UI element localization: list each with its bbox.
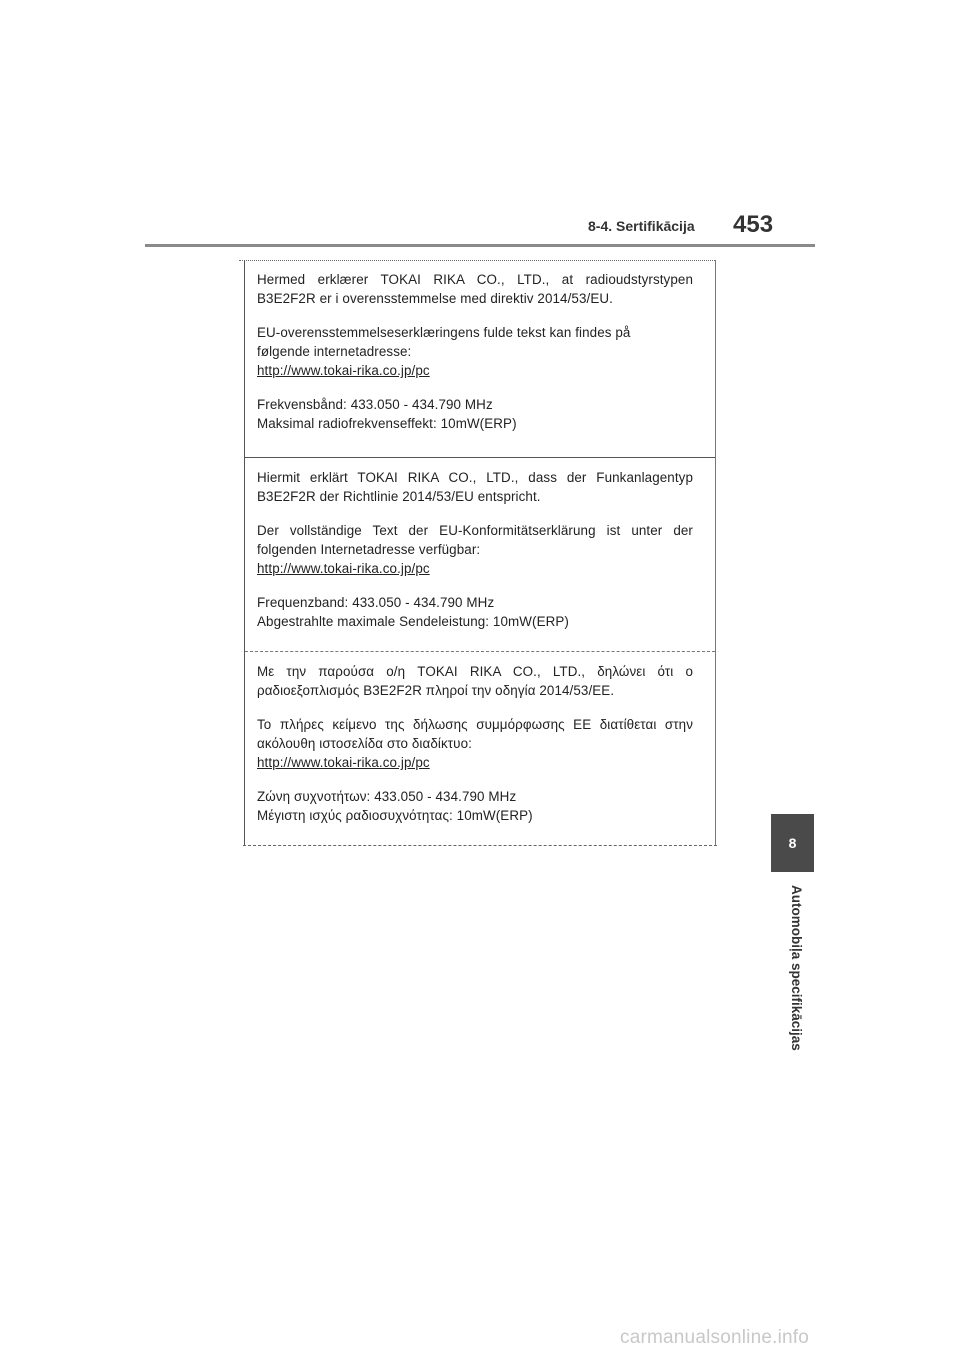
watermark: carmanualsonline.info bbox=[620, 1327, 810, 1348]
declaration-link[interactable]: http://www.tokai-rika.co.jp/pc bbox=[257, 363, 430, 378]
declaration-link[interactable]: http://www.tokai-rika.co.jp/pc bbox=[257, 755, 430, 770]
declaration-line: EU-overensstemmelseserklæringens fulde tekst kan findes på bbox=[257, 325, 631, 340]
header-divider bbox=[145, 244, 815, 247]
max-power: Abgestrahlte maximale Sendeleistung: 10mW(ERP) bbox=[257, 614, 569, 629]
declaration-line: følgende internetadresse: bbox=[257, 344, 412, 359]
declaration-line: B3E2F2R er i overensstemmelse med direktiv 2014/53/EU. bbox=[257, 291, 613, 306]
frequency-band: Ζώνη συχνοτήτων: 433.050 - 434.790 MHz bbox=[257, 789, 517, 804]
declaration-german bbox=[245, 457, 715, 661]
declaration-line: Με την παρούσα ο/η TOKAI RIKA CO., LTD., δηλώνει ότι ο bbox=[257, 664, 693, 679]
frequency-band: Frequenzband: 433.050 - 434.790 MHz bbox=[257, 595, 495, 610]
chapter-tab: 8 bbox=[771, 814, 814, 872]
document-bottom-border bbox=[243, 845, 717, 846]
declaration-line: Hiermit erklärt TOKAI RIKA CO., LTD., dass der Funkanlagentyp bbox=[257, 470, 693, 485]
declaration-line: Der vollständige Text der EU-Konformitätserklärung ist unter der bbox=[257, 523, 693, 538]
page-number: 453 bbox=[733, 211, 774, 238]
declaration-line: ραδιοεξοπλισμός B3E2F2R πληροί την οδηγία 2014/53/ΕΕ. bbox=[257, 683, 615, 698]
chapter-side-label: Automobiļa specifikācijas bbox=[789, 885, 804, 1051]
max-power: Μέγιστη ισχύς ραδιοσυχνότητας: 10mW(ERP) bbox=[257, 808, 533, 823]
frequency-band: Frekvensbånd: 433.050 - 434.790 MHz bbox=[257, 397, 493, 412]
section-heading: 8-4. Sertifikācija bbox=[588, 218, 695, 234]
declaration-document bbox=[244, 260, 716, 845]
declaration-line: Το πλήρες κείμενο της δήλωσης συμμόρφωσης ΕΕ διατίθεται στην bbox=[257, 717, 693, 732]
declaration-line: Hermed erklærer TOKAI RIKA CO., LTD., at radioudstyrstypen bbox=[257, 272, 693, 287]
declaration-line: ακόλουθη ιστοσελίδα στο διαδίκτυο: bbox=[257, 736, 472, 751]
max-power: Maksimal radiofrekvenseffekt: 10mW(ERP) bbox=[257, 416, 517, 431]
declaration-danish bbox=[245, 260, 715, 466]
declaration-line: folgenden Internetadresse verfügbar: bbox=[257, 542, 481, 557]
declaration-line: B3E2F2R der Richtlinie 2014/53/EU entspricht. bbox=[257, 489, 541, 504]
declaration-link[interactable]: http://www.tokai-rika.co.jp/pc bbox=[257, 561, 430, 576]
declaration-greek bbox=[245, 651, 715, 856]
